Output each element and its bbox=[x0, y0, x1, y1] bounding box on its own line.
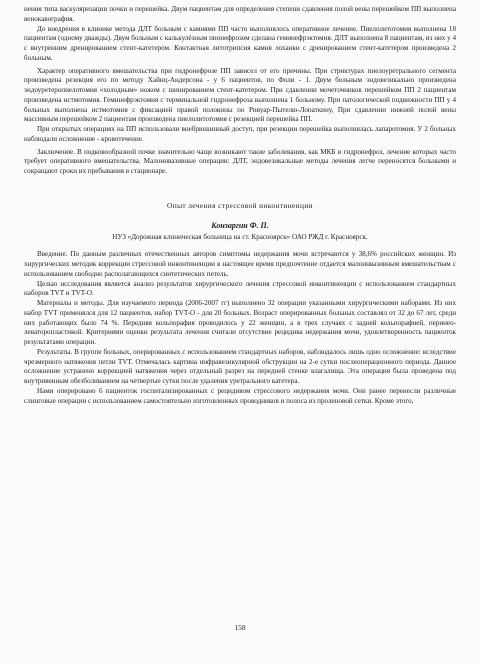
methods-paragraph: Материалы и методы. Для изучаемого периода (2006-2007 гг) выполнено 32 операции указанными хирургическими наборами. Из них набор TVT применялся для 12 пациентов, набор TVT-O - для 20 больных. Возраст оперированных больных составлял от 32 до 67 лет, среди них работающих было 74 %. Передняя кольпорафия проводилось у 22 женщин, а в трех случаях с задней кольпорафией, перинео-леваторопластикой. Критериями оценки результата лечения считали отсутствие рецидива недержания мочи, удовлетворенность пациенток результатами операции. bbox=[24, 299, 456, 346]
article-continuation bbox=[24, 5, 456, 177]
author-affiliation: НУЗ «Дорожная клиническая больница на ст. Красноярск» ОАО РЖД г. Красноярск. bbox=[112, 232, 368, 241]
aim-paragraph: Целью исследования является анализ результатов хирургического лечения стрессовой инконтиненции с использованием стандартных наборов TVT и TVT-O. bbox=[24, 279, 456, 298]
paragraph: При открытых операциях на ПП использовали внебрюшинный доступ, при резекции перешейка выполнялась лапаротомия. У 2 больных наблюдали осложнение - кровотечение. bbox=[24, 125, 456, 143]
paragraph: нения типа васкуляризации почки и перешейка. Двум пациентам для определения степени сдавления полой вены перешейком ПП выполнена венокавография. bbox=[24, 5, 456, 23]
article-title: Опыт лечения стрессовой инконтиненции bbox=[167, 200, 313, 210]
page-number: 158 bbox=[234, 623, 246, 632]
article-body bbox=[24, 250, 456, 406]
author-name: Конзаргин Ф. П. bbox=[211, 220, 269, 230]
paragraph: Нами оперировано 6 пациенток госпитализированных с рецидивом стрессового недержания мочи. Они ранее перенесли различные слинговые операции с использованием самостоятельно изготовленных проводников и полоса из проленовой сетки. Кроме этого, bbox=[24, 386, 456, 405]
introduction-paragraph: Введение. По данным различных отечественных авторов симптомы недержания мочи встречаются у 38,6% российских женщин. Из хирургических методик коррекции стрессовой инконтиненции в настоящее время предпочтение отдается малоинвазивным вмешательствам с использованием свободно располагающихся синтетических петель. bbox=[24, 250, 456, 278]
paragraph: До внедрения в клинике метода ДЛТ больным с камнями ПП часто выполнялось оперативное лечение. Пиелолитотомия выполнена 18 пациентам (одному дважды). Двум больным с калькулёзным пионефрозом сделана геминефрэктомия. ДЛТ выполнена 8 пациентам, из них у 4 с внутренним дренированием стент-катетером. Контактная литотрипсия камня лоханки с дренированием стент-катетером произведена 2 больным. bbox=[24, 24, 456, 62]
conclusion-paragraph: Заключение. В подковообразной почке значительно чаще возникают такие заболевания, как МКБ и гидронефроз, лечение которых часто требует оперативного вмешательства. Малоинвазивные операции: ДЛТ, эндовезикальные методы лечения легче переносятся больными и сокращают сроки их пребывания в стационаре. bbox=[24, 147, 456, 175]
results-paragraph: Результаты. В группе больных, оперированных с использованием стандартных наборов, наблюдалось лишь одно осложнение: вследствие чрезмерного натяжения петли TVT. Отмечалась картина инфравезикулярной обструкции на 2-е сутки послеоперационного периода. Данное осложнение устранено коррекцией натяжения через отдельный разрез на передней стенке влагалища. Эта операция была проведена под внутривенным обезболиванием на четвертые сутки после удаления уретрального катетера. bbox=[24, 347, 456, 385]
paragraph: Характер оперативного вмешательства при гидронефрозе ПП зависел от его причины. При стриктурах пиелоуретрального сегмента произведена резекция его по методу Хайнц-Андерсона - у 6 пациентов, по Фоли - 1. Двум больным эндовезикально произведена эндоуретеропиелотомия «холодным» ножом с шинированием стент-катетером. При сдавлении мочеточников перешейком ПП 2 пациентам произведена истмотомия. Геминефрэктомия с терминальной гидронефроза выполнена 1 больному. При патологической подвижности ПП у 4 больных выполнена истмотомия с фиксацией правой половины по Ривуар-Пытелю-Лопаткину, При сдавлении нижней полой вены массивным перешейком 2 пациентам произведена пиелолитотомия с резекцией перешейка ПП. bbox=[24, 66, 456, 124]
